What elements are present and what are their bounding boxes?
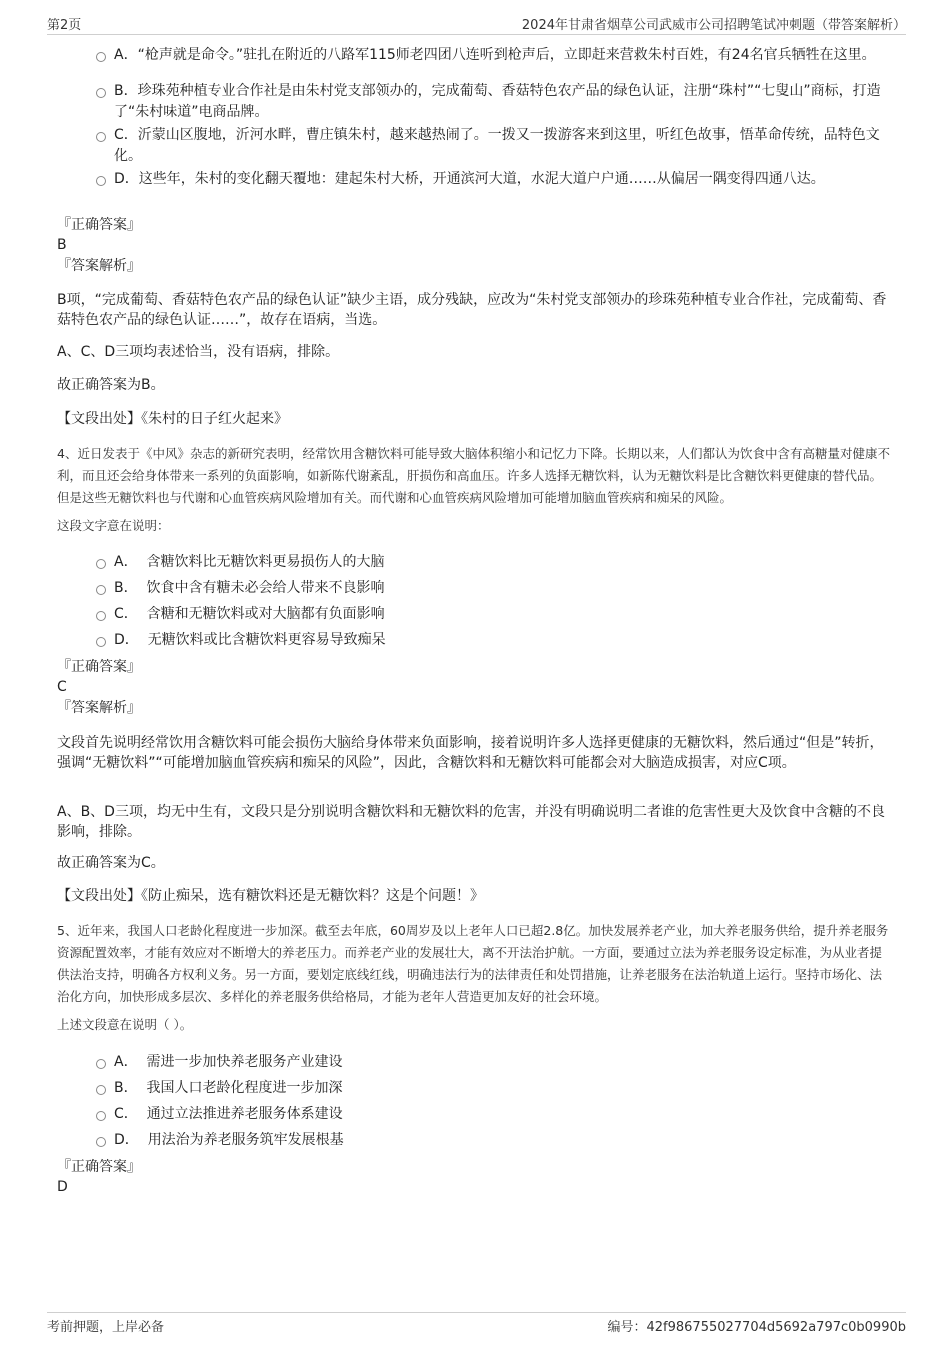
radio-icon[interactable] [96,1059,106,1069]
q5-stem: 5、近年来，我国人口老龄化程度进一步加深。截至去年底，60周岁及以上老年人口已超2.8亿。加快发展养老产业，加大养老服务供给，提升养老服务资源配置效率，才能有效应对不断增大的养老压力。而养老产业的发展壮大，离不开法治护航。一方面，要通过立法为养老服务设定标准，为从业者提供法治支持，明确各方权利义务。另一方面，要划定底线红线，明确违法行为的法律责任和处罚措施，让养老服务在法治轨道上运行。坚持市场化、法治化方向，加快形成多层次、多样化的养老服务供给格局，才能为老年人营造更加友好的社会环境。 [57,923,889,1004]
radio-icon[interactable] [96,585,106,595]
radio-icon[interactable] [96,559,106,569]
radio-icon[interactable] [96,52,106,62]
q4-analysis-1: 文段首先说明经常饮用含糖饮料可能会损伤大脑给身体带来负面影响，接着说明许多人选择更健康的无糖饮料，然后通过“但是”转折，强调“无糖饮料”“可能增加脑血管疾病和痴呆的风险”，因此，含糖饮料和无糖饮料可能都会对大脑造成损害，对应C项。 [57,735,884,771]
q4-answer: C [57,679,67,695]
q5-answer-label: 『正确答案』 [57,1159,141,1175]
radio-icon[interactable] [96,637,106,647]
page-number: 第2页 [47,18,82,33]
q5-option-b[interactable]: B． 我国人口老龄化程度进一步加深 [96,1078,896,1099]
q3-answer: B [57,237,67,253]
q5-option-d[interactable]: D． 用法治为养老服务筑牢发展根基 [96,1130,896,1151]
document-code [607,1316,906,1335]
document-title: 2024年甘肃省烟草公司武威市公司招聘笔试冲刺题（带答案解析） [521,18,906,33]
q4-source: 【文段出处】《防止痴呆，选有糖饮料还是无糖饮料？这是个问题！》 [57,888,484,904]
code-value: 42f986755027704d5692a797c0b0990b [646,1320,906,1335]
radio-icon[interactable] [96,611,106,621]
page-footer [47,1312,906,1337]
q5-question: 上述文段意在说明（ ）。 [57,1017,193,1032]
q4-stem: 4、近日发表于《中风》杂志的新研究表明，经常饮用含糖饮料可能导致大脑体积缩小和记忆力下降。长期以来，人们都认为饮食中含有高糖量对健康不利，而且还会给身体带来一系列的负面影响，如新陈代谢紊乱，肝损伤和高血压。许多人选择无糖饮料，认为无糖饮料是比含糖饮料更健康的替代品。但是这些无糖饮料也与代谢和心血管疾病风险增加有关。而代谢和心血管疾病风险增加可能增加脑血管疾病和痴呆的风险。 [57,446,890,505]
q3-answer-label: 『正确答案』 [57,217,141,233]
q4-analysis-label: 『答案解析』 [57,700,141,716]
q4-answer-label: 『正确答案』 [57,659,141,675]
q3-source: 【文段出处】《朱村的日子红火起来》 [57,411,288,427]
code-label: 编号： [607,1320,647,1335]
q4-analysis-3: 故正确答案为C。 [57,855,165,871]
q4-option-a[interactable]: A． 含糖饮料比无糖饮料更易损伤人的大脑 [96,552,896,573]
radio-icon[interactable] [96,1111,106,1121]
radio-icon[interactable] [96,88,106,98]
q3-option-c[interactable]: C．沂蒙山区腹地，沂河水畔，曹庄镇朱村，越来越热闹了。一拨又一拨游客来到这里，听红色故事，悟革命传统，品特色文化。 [96,125,896,167]
q3-analysis-label: 『答案解析』 [57,258,141,274]
radio-icon[interactable] [96,132,106,142]
radio-icon[interactable] [96,1085,106,1095]
q3-option-a[interactable]: A．“枪声就是命令。”驻扎在附近的八路军115师老四团八连听到枪声后，立即赶来营救朱村百姓，有24名官兵牺牲在这里。 [96,45,896,66]
q4-question: 这段文字意在说明： [57,518,170,533]
radio-icon[interactable] [96,176,106,186]
footer-slogan: 考前押题，上岸必备 [47,1320,165,1335]
q3-option-b[interactable]: B．珍珠苑种植专业合作社是由朱村党支部领办的，完成葡萄、香菇特色农产品的绿色认证，注册“珠村”“七叟山”商标，打造了“朱村味道”电商品牌。 [96,81,896,123]
q5-option-c[interactable]: C． 通过立法推进养老服务体系建设 [96,1104,896,1125]
q3-option-d[interactable]: D．这些年，朱村的变化翻天覆地：建起朱村大桥，开通滨河大道，水泥大道户户通……从偏居一隅变得四通八达。 [96,169,896,190]
q5-option-a[interactable]: A． 需进一步加快养老服务产业建设 [96,1052,896,1073]
q3-analysis-2: A、C、D三项均表述恰当，没有语病，排除。 [57,344,340,360]
page-header [47,14,906,35]
q5-answer: D [57,1179,68,1195]
q3-analysis-3: 故正确答案为B。 [57,377,165,393]
q3-analysis-1: B项，“完成葡萄、香菇特色农产品的绿色认证”缺少主语，成分残缺，应改为“朱村党支部领办的珍珠苑种植专业合作社，完成葡萄、香菇特色农产品的绿色认证……”，故存在语病，当选。 [57,292,887,328]
q4-option-d[interactable]: D． 无糖饮料或比含糖饮料更容易导致痴呆 [96,630,896,651]
radio-icon[interactable] [96,1137,106,1147]
q4-option-c[interactable]: C． 含糖和无糖饮料或对大脑都有负面影响 [96,604,896,625]
q4-analysis-2: A、B、D三项，均无中生有，文段只是分别说明含糖饮料和无糖饮料的危害，并没有明确说明二者谁的危害性更大及饮食中含糖的不良影响，排除。 [57,804,885,840]
q4-option-b[interactable]: B． 饮食中含有糖未必会给人带来不良影响 [96,578,896,599]
